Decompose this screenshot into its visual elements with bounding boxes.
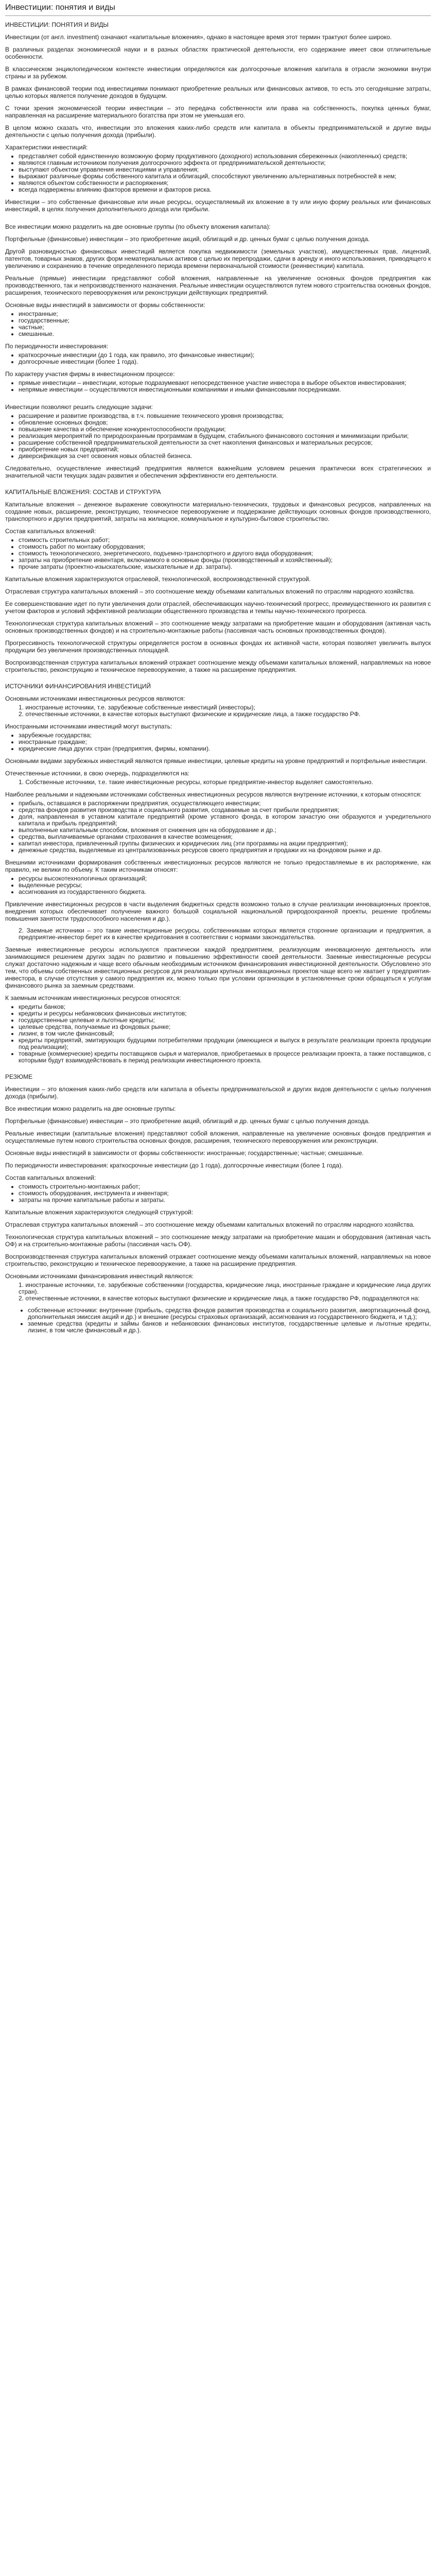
bullet-list	[5, 1307, 431, 1334]
numbered-list	[5, 927, 431, 941]
list-item: • повышение качества и обеспечение конкурентоспособности продукции;	[19, 426, 431, 433]
paragraph: Другой разновидностью финансовых инвестиций является покупка недвижимости (земельных участков), имущественных прав, лицензий, патентов, товарных знаков, других форм нематериальных активов с целью их перепродажи, сдачи в аренду и иного использования, приводящего к увеличению и сохранению в течение определенного периода времени первоначальной стоимости (реинвестиции) капитала.	[5, 248, 431, 269]
list-item: • прямые инвестиции – инвестиции, которые подразумевают непосредственное участие инвестора в выборе объектов инвестирования;	[19, 380, 431, 386]
list-item: • зарубежные государства;	[19, 732, 431, 739]
bullet-list	[5, 537, 431, 570]
numbered-list	[5, 1282, 431, 1302]
list-item: • государственные целевые и льготные кредиты;	[19, 1017, 431, 1024]
paragraph: Технологическая структура капитальных вложений – это соотношение между затратами на приобретение машин и оборудования (активная часть ОФ) и на строительно-монтажные работы (пассивная часть ОФ).	[5, 1233, 431, 1248]
list-item: • средства фондов развития производства и социального развития, создаваемые за счет прибыли предприятия;	[19, 807, 431, 814]
bullet-list	[5, 875, 431, 895]
paragraph: Портфельные (финансовые) инвестиции – это приобретение акций, облигаций и др. ценных бумаг с целью получения дохода.	[5, 235, 370, 243]
paragraph: Иностранными источниками инвестиций могут выступать:	[5, 723, 172, 730]
list-item: • являются главным источником получения долгосрочного эффекта от предпринимательской деятельности;	[19, 160, 431, 166]
list-item: • частные;	[19, 324, 431, 331]
list-item: • стоимость оборудования, инструмента и инвентаря;	[19, 1190, 431, 1197]
list-item: • доля, направленная в уставном капитале предприятий (кроме уставного фонда, в котором зачастую они образуются и учредительного капитала и прибыль предприятий;	[19, 814, 431, 827]
paragraph: Отечественные источники, в свою очередь, подразделяются на:	[5, 770, 189, 777]
list-item: • являются объектом собственности и распоряжения;	[19, 180, 431, 187]
paragraph: По периодичности инвестирования:	[5, 343, 109, 350]
paragraph: Привлечение инвестиционных ресурсов в части выделения бюджетных средств возможно только в случае реализации инновационных проектов, внедрения которых обеспечивает получение важного большой социальной национальной природоохранной проекты, решение проблемы повышения занятости трудоспособного населения и др.).	[5, 901, 431, 922]
list-item: • расширение и развитие производства, в т.ч. повышение технического уровня производства;	[19, 413, 431, 419]
paragraph: Капитальные вложения – денежное выражение совокупности материально-технических, трудовых и финансовых ресурсов, направленных на создание новых, расширение, реконструкцию, техническое перевооружение и поддержание действующих основных фондов производственного, транспортного и других предприятий, затраты на жилищное, коммунальное и культурно-бытовое строительство.	[5, 501, 431, 522]
paragraph: Все инвестиции можно разделить на две основные группы:	[5, 1105, 176, 1112]
list-item: • заемные средства (кредиты и займы банков и небанковских финансовых институтов, государственные целевые и льготные кредиты, лизинг, в том числе финансовый и др.).	[28, 1320, 431, 1334]
list-item: • кредиты банков;	[19, 1004, 431, 1010]
paragraph: В классическом энциклопедическом контексте инвестиции определяются как долгосрочные вложения капитала в отрасли экономики внутри страны и за рубежом.	[5, 65, 431, 80]
section-heading: ИСТОЧНИКИ ФИНАНСИРОВАНИЯ ИНВЕСТИЦИЙ	[5, 683, 151, 690]
list-item: • долгосрочные инвестиции (более 1 года).	[19, 359, 431, 365]
list-item: • ресурсы высокотехнологичных организаций;	[19, 875, 431, 882]
paragraph: Портфельные (финансовые) инвестиции – это приобретение акций, облигаций и др. ценных бумаг с целью получения дохода.	[5, 1117, 370, 1125]
bullet-list	[5, 153, 431, 193]
paragraph: Состав капитальных вложений:	[5, 528, 96, 535]
list-item: • иностранные;	[19, 311, 431, 317]
list-item: • товарные (коммерческие) кредиты поставщиков сырья и материалов, приобретаемых в процессе реализации проекта, а также поставщиков, с которыми будут взаимодействовать в период реализации инвестиционного проекта.	[19, 1050, 431, 1064]
list-item: • денежные средства, выделяемые из централизованных ресурсов своего предприятия и продажи их на фондовом рынке и др.	[19, 847, 431, 854]
paragraph: Инвестиции – это собственные финансовые или иные ресурсы, осуществляемый их вложение в ту или иную форму реальных или финансовых инвестиций, в целях получения дополнительного дохода или прибыли.	[5, 198, 431, 213]
bullet-list	[5, 800, 431, 854]
list-item: 1. иностранные источники, т.е. зарубежные собственники (государства, юридические лица, иностранные граждане и юридические лица других стран).	[19, 1281, 431, 1295]
paragraph: Прогрессивность технологической структуры определяется ростом в основных фондах их активной части, которая позволяет увеличить выпуск продукции без увеличения производственных площадей.	[5, 639, 431, 654]
bullet-list	[5, 311, 431, 337]
page-title: Инвестиции: понятия и виды	[5, 3, 115, 12]
paragraph: Инвестиции (от англ. investment) означают «капитальные вложения», однако в настоящее время этот термин трактуют более широко.	[5, 33, 392, 41]
list-item: 2. Заемные источники – это такие инвестиционные ресурсы, собственниками которых является сторонние организации и предприятия, а предприятие-инвестор берет их в качестве кредитования в соответствии с нормами законодательства.	[19, 927, 431, 941]
list-item: • выполненные капитальным способом, вложения от снижения цен на оборудование и др.;	[19, 827, 431, 834]
list-item: • лизинг, в том числе финансовый;	[19, 1030, 431, 1037]
list-item: • диверсификация за счет освоения новых областей бизнеса.	[19, 453, 431, 460]
paragraph: Все инвестиции можно разделить на две основные группы (по объекту вложения капитала):	[5, 223, 271, 230]
paragraph: Состав капитальных вложений:	[5, 1174, 96, 1181]
list-item: • затраты на приобретение инвентаря, включаемого в основные фонды (производственный и хозяйственный);	[19, 557, 431, 564]
bullet-list	[5, 352, 431, 365]
numbered-list	[5, 704, 431, 718]
bullet-list	[5, 1183, 431, 1204]
paragraph: Основные виды инвестиций в зависимости от формы собственности: иностранные; государственные; частные; смешанные.	[5, 1149, 364, 1157]
list-item: • стоимость строительных работ;	[19, 537, 431, 544]
section-heading: КАПИТАЛЬНЫЕ ВЛОЖЕНИЯ: СОСТАВ И СТРУКТУРА	[5, 488, 161, 496]
paragraph: Капитальные вложения характеризуются следующей структурой:	[5, 1209, 194, 1216]
paragraph: Инвестиции – это вложения каких-либо средств или капитала в объекты предпринимательской и других видов деятельности с целью получения дохода (прибыли).	[5, 1086, 431, 1100]
paragraph: Инвестиции позволяют решить следующие задачи:	[5, 403, 153, 411]
paragraph: Технологическая структура капитальных вложений – это соотношение между затратами на приобретение машин и оборудования (активная часть основных производственных фондов) и на строительно-монтажные работы (пассивная часть основных производственных фондов).	[5, 620, 431, 634]
list-item: • выражают различные формы собственного капитала и облигаций, способствуют увеличению альтернативных потребностей в нем;	[19, 173, 431, 180]
list-item: • прочие затраты (проектно-изыскательские, изыскательные и др. затраты).	[19, 564, 431, 570]
list-item: • средства, выплачиваемые органами страхования в качестве возмещения;	[19, 834, 431, 840]
paragraph: Реальные инвестиции (капитальные вложения) представляют собой вложения, направленные на увеличение основных фондов предприятия и осуществляемые путем нового строительства основных фондов, расширения, технического перевооружения или реконструкции.	[5, 1130, 431, 1144]
list-item: • юридические лица других стран (предприятия, фирмы, компании).	[19, 745, 431, 752]
paragraph: Наиболее реальными и надежными источниками собственных инвестиционных ресурсов являются внутренние источники, к которым относятся:	[5, 791, 422, 798]
list-item: • кредиты и ресурсы небанковских финансовых институтов;	[19, 1010, 431, 1017]
list-item: • стоимость строительно-монтажных работ;	[19, 1183, 431, 1190]
paragraph: В различных разделах экономической науки и в разных областях практической деятельности, его содержание имеет свои отличительные особенности.	[5, 46, 431, 60]
paragraph: Отраслевая структура капитальных вложений – это соотношение между объемами капитальных вложений по отраслям народного хозяйства.	[5, 588, 415, 595]
list-item: • расширение собственной предпринимательской деятельности за счет накопления финансовых и материальных ресурсов;	[19, 439, 431, 446]
list-item: • целевые средства, получаемые из фондовых рынке;	[19, 1024, 431, 1030]
list-item: • смешанные.	[19, 331, 431, 337]
paragraph: Капитальные вложения характеризуются отраслевой, технологической, воспроизводственной структурой.	[5, 575, 311, 583]
list-item: • выступают объектом управления инвестициями и управления;	[19, 166, 431, 173]
paragraph: К заемным источникам инвестиционных ресурсов относятся:	[5, 994, 181, 1002]
bullet-list	[5, 732, 431, 752]
paragraph: Основными видами зарубежных инвестиций являются прямые инвестиции, целевые кредиты на уровне предприятий и портфельные инвестиции.	[5, 757, 427, 765]
paragraph: Заемные инвестиционные ресурсы используются практически каждой предприятием, реализующим инновационную деятельность или занимающимся решением других задач по развитию и повышению эффективности своей деятельности. Заемные инвестиционные ресурсы служат достаточно надежным и чаще всего обычным необходимым источником финансирования инвестиционной деятельности. Обусловлено это тем, что объемы собственных инвестиционных ресурсов для реализации крупных инновационных проектов чаще всего не хватает у предприятия-инвестора, в случае отсутствия у самого предприятия их, можно только при условии организации в установленные сроки обращаться к услугам финансового рынка за заемным средствами.	[5, 946, 431, 989]
article-body	[5, 16, 431, 1334]
list-item: • краткосрочные инвестиции (до 1 года, как правило, это финансовые инвестиции);	[19, 352, 431, 359]
list-item: • кредиты предприятий, эмитирующих будущими потребителями продукции (имеющиеся и выпуск в результате реализации проекта продукции под реализации);	[19, 1037, 431, 1050]
numbered-list	[5, 779, 431, 786]
paragraph: Реальные (прямые) инвестиции представляют собой вложения, направленные на увеличение основных фондов предприятия как производственного, так и непроизводственного назначения. Реальные инвестиции осуществляются путем нового строительства основных фондов, расширения, технического перевооружения или реконструкции действующих предприятий.	[5, 275, 431, 296]
list-item: 2. отечественные источники, в качестве которых выступают физические и юридические лица, а также государство РФ.	[19, 710, 361, 718]
list-item: • иностранные граждане;	[19, 739, 431, 745]
list-item: • всегда подвержены влиянию факторов времени и факторов риска.	[19, 187, 431, 193]
list-item: • приобретение новых предприятий;	[19, 446, 431, 453]
paragraph: Воспроизводственная структура капитальных вложений отражает соотношение между объемами капитальных вложений, направляемых на новое строительство, реконструкцию и техническое перевооружение, а также на расширение предприятия.	[5, 659, 431, 673]
paragraph: Отраслевая структура капитальных вложений – это соотношение между объемами капитальных вложений по отраслям народного хозяйства.	[5, 1221, 415, 1228]
list-item: • ассигнования из государственного бюджета.	[19, 889, 431, 895]
paragraph: Следовательно, осуществление инвестиций предприятия является важнейшим условием решения практически всех стратегических и значительной части текущих задач развития и обеспечения эффективности его деятельности.	[5, 465, 431, 479]
paragraph: В целом можно сказать что, инвестиции это вложения каких-либо средств или капитала в объекты предпринимательской и другие виды деятельности с целью получения дохода (прибыли).	[5, 124, 431, 139]
bullet-list	[5, 413, 431, 460]
bullet-list	[5, 380, 431, 393]
list-item: • капитал инвестора, привлеченный группы физических и юридических лиц (эти программы на акции предприятия);	[19, 840, 431, 847]
list-item: • реализация мероприятий по природоохранным программам в будущем, стабильного финансового состояния и минимизации прибыли;	[19, 433, 431, 439]
paragraph: Ее совершенствование идет по пути увеличения доли отраслей, обеспечивающих научно-технический прогресс, преимущественного их развития с учетом факторов и условий эффективной реализации общественного производства и темпы научно-технического прогресса.	[5, 600, 431, 615]
list-item: • собственные источники: внутренние (прибыль, средства фондов развития производства и социального развития, амортизационный фонд, дополнительная эмиссия акций и др.) и внешние (ресурсы страховых организаций, ассигнования из государственного бюджета, и т.д.);	[28, 1307, 431, 1320]
list-item: 1. иностранные источники, т.е. зарубежные собственные инвестиций (инвесторы);	[19, 704, 255, 711]
list-item: • прибыль, оставшаяся в распоряжении предприятия, осуществляющего инвестиции;	[19, 800, 431, 807]
paragraph: В рамках финансовой теории под инвестициями понимают приобретение реальных или финансовых активов, то есть это сегодняшние затраты, целью которых является получение доходов в будущем.	[5, 85, 431, 99]
paragraph: Внешними источниками формирования собственных инвестиционных ресурсов являются не только предоставляемые в их распоряжение, как правило, не велики по объему. К таким источникам относят:	[5, 859, 431, 873]
paragraph: Характеристики инвестиций:	[5, 144, 88, 151]
section-heading: РЕЗЮМЕ	[5, 1073, 33, 1080]
list-item: • непрямые инвестиции – осуществляются инвестиционными компаниями и иными финансовыми посредниками.	[19, 386, 431, 393]
list-item: • стоимость технологического, энергетического, подъемно-транспортного и другого вида оборудования;	[19, 550, 431, 557]
list-item: • государственные;	[19, 317, 431, 324]
paragraph: По характеру участия фирмы в инвестиционном процессе:	[5, 370, 175, 378]
list-item: 2. отечественные источники, в качестве которых выступают физические и юридические лица, а также государство РФ, подразделяются на:	[19, 1295, 420, 1302]
bullet-list	[5, 1004, 431, 1064]
paragraph: Основными источниками инвестиционных ресурсов являются:	[5, 695, 185, 702]
title-bar	[5, 0, 431, 16]
paragraph: Основные виды инвестиций в зависимости от формы собственности:	[5, 301, 205, 309]
list-item: • стоимость работ по монтажу оборудования;	[19, 544, 431, 550]
list-item: 1. Собственные источники, т.е. такие инвестиционные ресурсы, которые предприятие-инвестор выделяет самостоятельно.	[19, 778, 373, 786]
list-item: • представляет собой единственную возможную форму продуктивного (доходного) использования сбереженных (накопленных) средств;	[19, 153, 431, 160]
list-item: • выделенные ресурсы;	[19, 882, 431, 889]
paragraph: По периодичности инвестирования: краткосрочные инвестиции (до 1 года), долгосрочные инвестиции (более 1 года).	[5, 1162, 343, 1169]
list-item: • затраты на прочие капитальные работы и затраты.	[19, 1197, 431, 1204]
paragraph: С точки зрения экономической теории инвестиции – это передача собственности или права на собственность, покупка ценных бумаг, направленная на расширение материального богатства при этом не уменьшая его.	[5, 105, 431, 119]
section-heading: ИНВЕСТИЦИИ: ПОНЯТИЯ И ВИДЫ	[5, 21, 109, 28]
list-item: • обновление основных фондов;	[19, 419, 431, 426]
paragraph: Основными источниками финансирования инвестиций являются:	[5, 1273, 194, 1280]
paragraph: Воспроизводственная структура капитальных вложений отражает соотношение между объемами капитальных вложений, направляемых на новое строительство, реконструкцию и техническое перевооружение, а также на расширение предприятия.	[5, 1253, 431, 1267]
